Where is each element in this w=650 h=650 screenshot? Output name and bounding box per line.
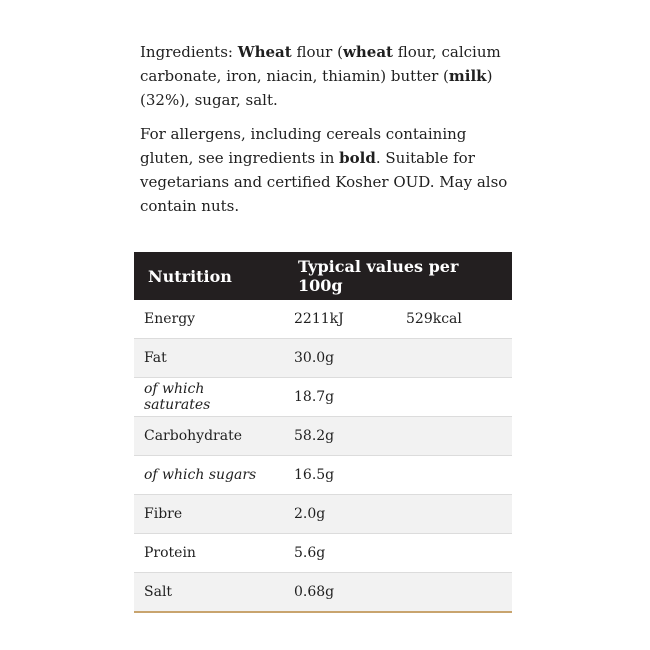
- allergen-bold-text: bold: [339, 149, 376, 167]
- nutrition-header-row: [134, 252, 512, 300]
- nutrition-row: [134, 534, 512, 573]
- allergen-paragraph: [140, 122, 520, 218]
- ingredient-text: . Suitable for vegetarians and certified Kosher OUD. May also contain nuts.: [140, 149, 508, 215]
- nutrition-row: [134, 573, 512, 613]
- nutrition-row: [134, 417, 512, 456]
- nutrient-name: Fibre: [134, 495, 284, 534]
- allergen-bold-text: milk: [448, 67, 487, 85]
- ingredient-text: flour (: [291, 43, 343, 61]
- nutrient-name: Fat: [134, 339, 284, 378]
- nutrient-name: Energy: [134, 300, 284, 339]
- nutrition-table: [134, 252, 512, 613]
- nutrient-value-primary: 18.7g: [284, 378, 396, 417]
- ingredient-text: flour, calcium carbonate, iron, niacin, thiamin) butter (: [140, 43, 501, 85]
- nutrient-value-primary: 16.5g: [284, 456, 396, 495]
- nutrient-value-secondary: 529kcal: [396, 300, 512, 339]
- ingredients-paragraph: [140, 40, 520, 112]
- nutrition-row: [134, 378, 512, 417]
- nutrient-name: Protein: [134, 534, 284, 573]
- nutrition-row: [134, 456, 512, 495]
- nutrient-value-secondary: [396, 573, 512, 613]
- allergen-bold-text: wheat: [342, 43, 393, 61]
- nutrient-value-secondary: [396, 339, 512, 378]
- ingredient-text: Ingredients:: [140, 43, 238, 61]
- nutrient-name: Carbohydrate: [134, 417, 284, 456]
- nutrition-header-values: Typical values per 100g: [284, 252, 512, 300]
- nutrient-name: of which saturates: [134, 378, 284, 417]
- nutrient-value-secondary: [396, 456, 512, 495]
- nutrient-value-primary: 0.68g: [284, 573, 396, 613]
- nutrient-value-secondary: [396, 417, 512, 456]
- nutrient-value-primary: 30.0g: [284, 339, 396, 378]
- ingredients-section: [140, 40, 520, 228]
- nutrition-row: [134, 495, 512, 534]
- nutrition-header-name: Nutrition: [134, 252, 284, 300]
- nutrient-value-primary: 2.0g: [284, 495, 396, 534]
- allergen-bold-text: Wheat: [237, 43, 292, 61]
- nutrient-value-secondary: [396, 495, 512, 534]
- nutrient-value-primary: 5.6g: [284, 534, 396, 573]
- ingredient-text: ) (32%), sugar, salt.: [140, 67, 493, 109]
- ingredient-text: For allergens, including cereals containing gluten, see ingredients in: [140, 125, 467, 167]
- nutrition-row: [134, 339, 512, 378]
- nutrient-value-primary: 2211kJ: [284, 300, 396, 339]
- nutrient-name: Salt: [134, 573, 284, 613]
- nutrient-value-secondary: [396, 378, 512, 417]
- nutrient-value-primary: 58.2g: [284, 417, 396, 456]
- nutrient-name: of which sugars: [134, 456, 284, 495]
- nutrition-row: [134, 300, 512, 339]
- nutrient-value-secondary: [396, 534, 512, 573]
